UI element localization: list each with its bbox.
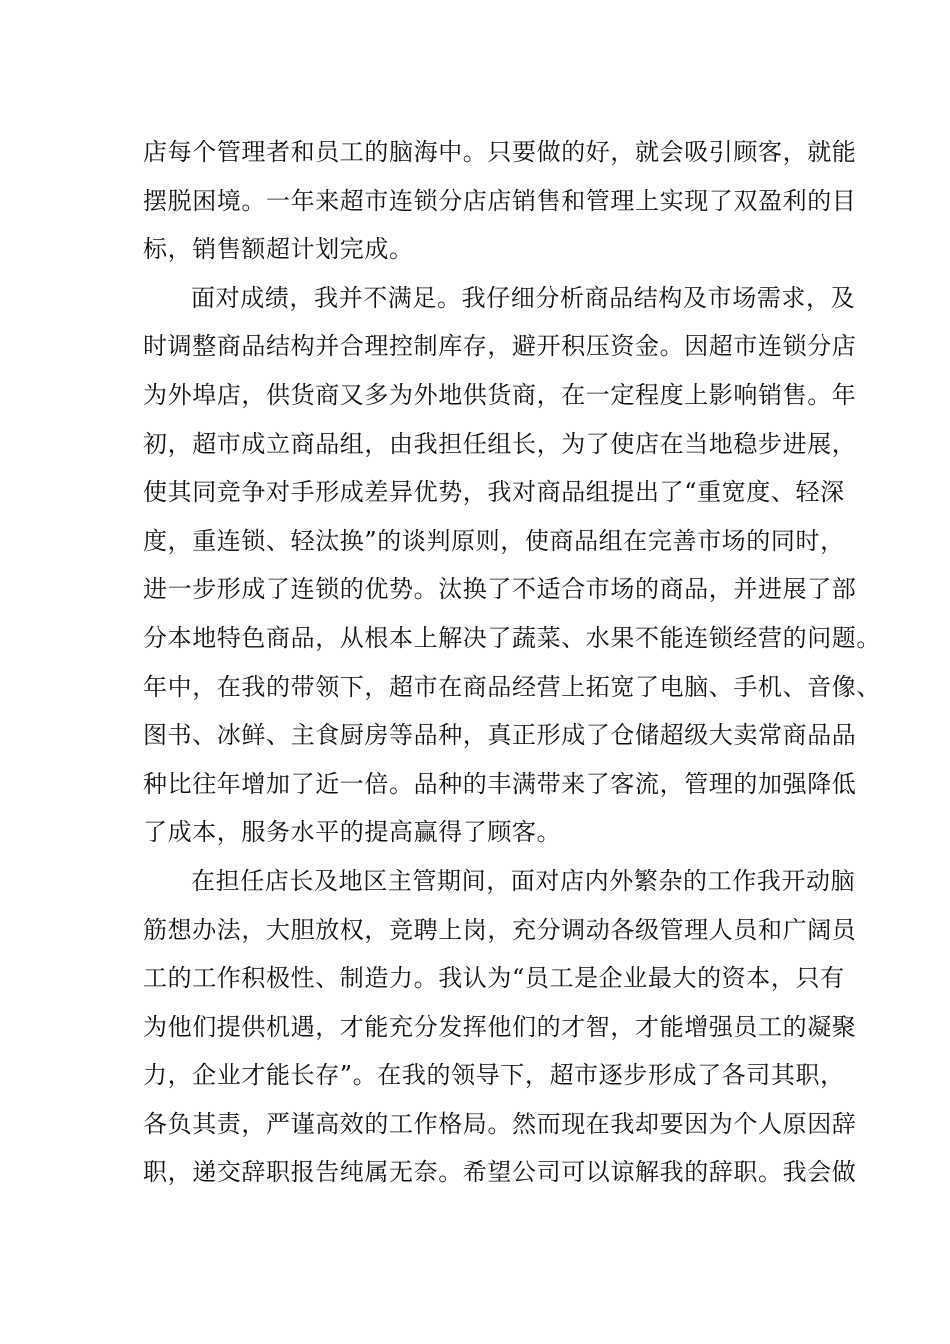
document-body [143,128,881,1197]
text-line: 面对成绩，我并不满足。我仔细分析商品结构及市场需求，及 [191,283,856,312]
text-line: 初，超市成立商品组，由我担任组长，为了使店在当地稳步进展， [143,429,857,458]
text-line: 时调整商品结构并合理控制库存，避开积压资金。因超市连锁分店 [143,332,857,361]
text-line: 为外埠店，供货商又多为外地供货商，在一定程度上影响销售。年 [143,380,857,409]
text-line: 分本地特色商品，从根本上解决了蔬菜、水果不能连锁经营的问题。 [143,623,881,652]
text-line: 在担任店长及地区主管期间，面对店内外繁杂的工作我开动脑 [191,866,856,895]
text-line: 图书、冰鲜、主食厨房等品种，真正形成了仓储超级大卖常商品品 [143,721,857,750]
text-line: 年中，在我的带领下，超市在商品经营上拓宽了电脑、手机、音像、 [143,672,881,701]
text-line: 职，递交辞职报告纯属无奈。希望公司可以谅解我的辞职。我会做 [143,1158,857,1187]
paragraph-1 [143,128,857,274]
text-line: 标，销售额超计划完成。 [143,235,414,264]
text-line: 为他们提供机遇，才能充分发挥他们的才智，才能增强员工的凝聚 [143,1012,857,1041]
paragraph-2 [143,274,881,857]
text-line: 种比往年增加了近一倍。品种的丰满带来了客流，管理的加强降低 [143,769,857,798]
text-line: 工的工作积极性、制造力。我认为“员工是企业最大的资本，只有 [143,964,845,993]
text-line: 进一步形成了连锁的优势。汰换了不适合市场的商品，并进展了部 [143,575,857,604]
text-line: 了成本，服务水平的提高赢得了顾客。 [143,818,562,847]
text-line: 各负其责，严谨高效的工作格局。然而现在我却要因为个人原因辞 [143,1109,857,1138]
text-line: 摆脱困境。一年来超市连锁分店店销售和管理上实现了双盈利的目 [143,186,857,215]
text-line: 使其同竞争对手形成差异优势，我对商品组提出了“重宽度、轻深 [143,478,845,507]
text-line: 店每个管理者和员工的脑海中。只要做的好，就会吸引顾客，就能 [143,138,857,166]
text-line: 筋想办法，大胆放权，竞聘上岗，充分调动各级管理人员和广阔员 [143,915,857,944]
text-line: 度，重连锁、轻汰换”的谈判原则，使商品组在完善市场的同时， [143,526,845,555]
text-line: 力，企业才能长存”。在我的领导下，超市逐步形成了各司其职， [143,1061,845,1090]
paragraph-3 [143,857,857,1197]
